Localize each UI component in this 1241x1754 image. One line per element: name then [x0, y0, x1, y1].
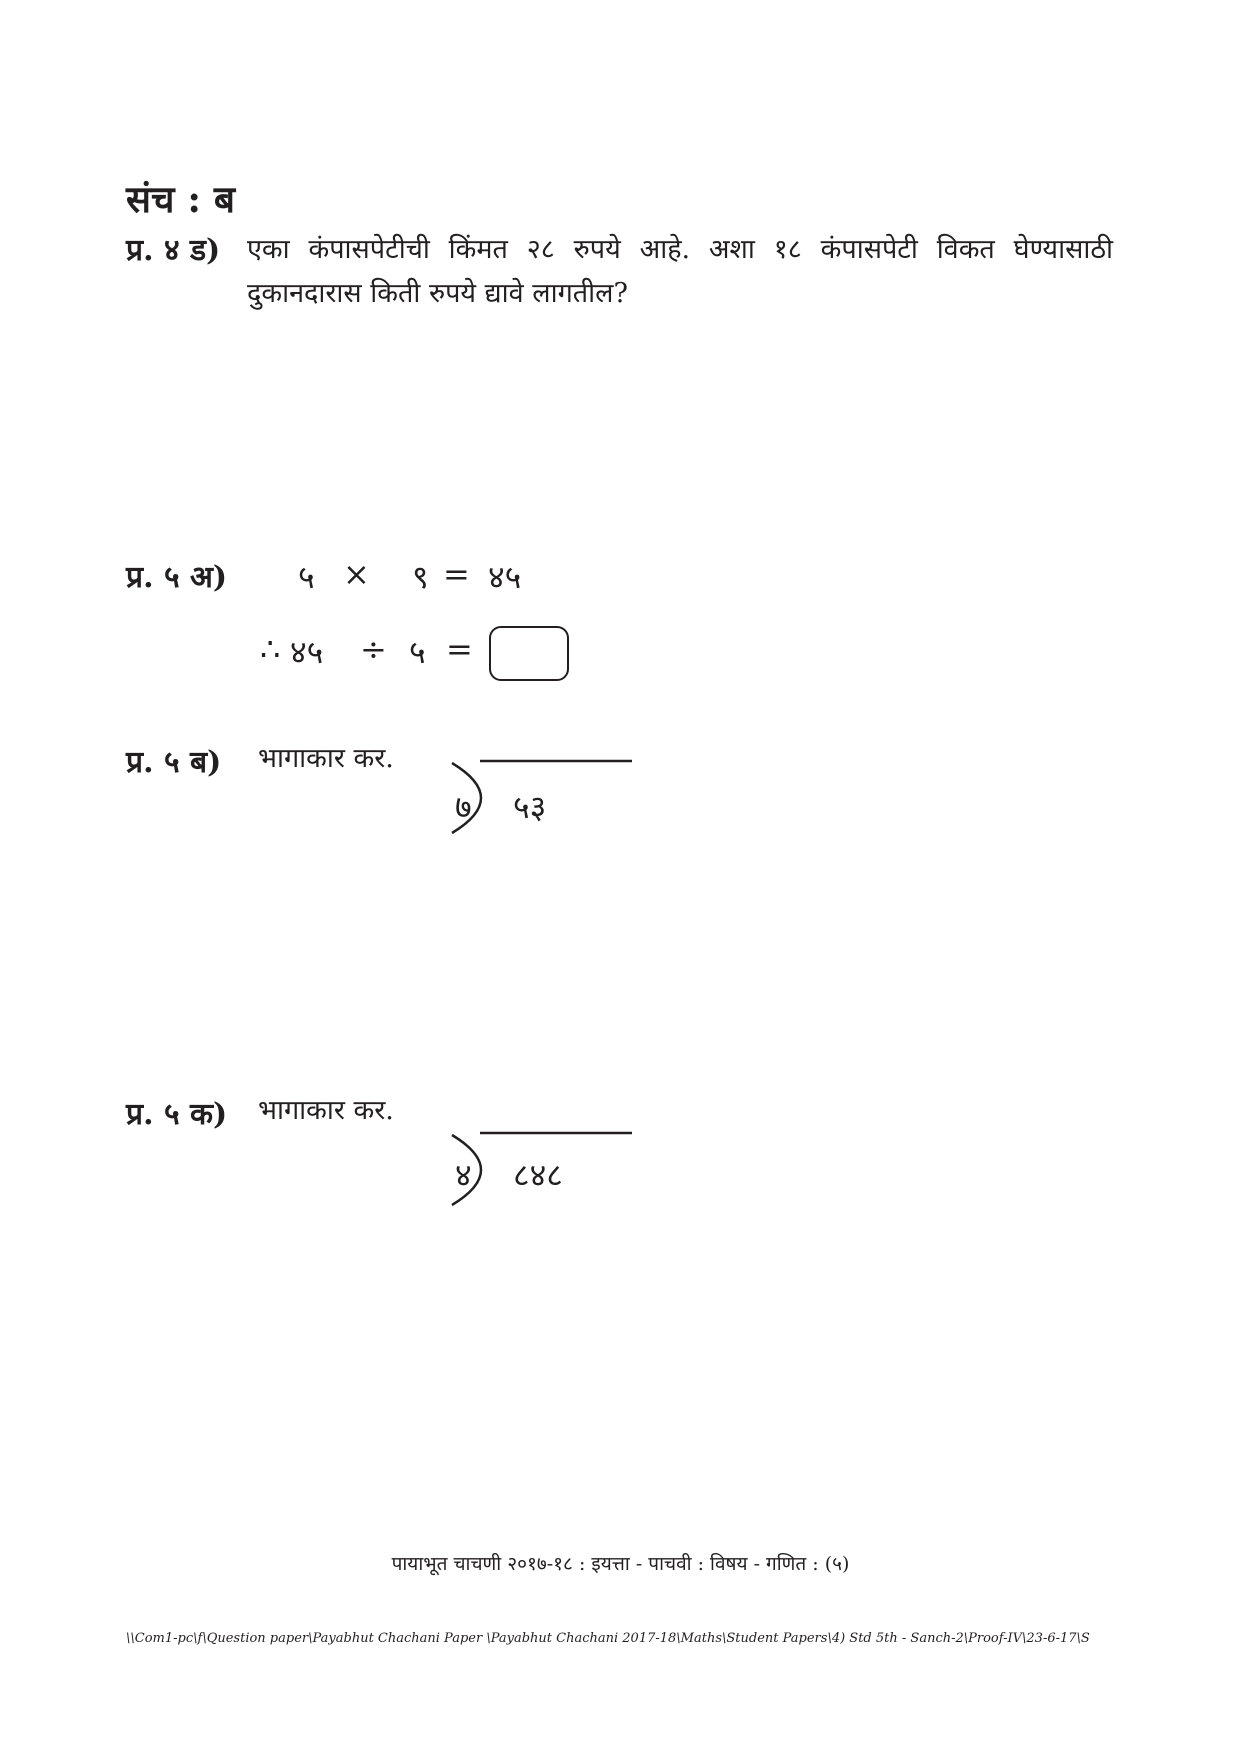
page-footer: पायाभूत चाचणी २०१७-१८ : इयत्ता - पाचवी : विषय - गणित : (५): [391, 1553, 850, 1575]
answer-box[interactable]: [489, 626, 569, 681]
multiply-sign: ×: [343, 555, 370, 593]
equals-sign: =: [443, 555, 470, 593]
file-path: \\Com1-pc\f\Question paper\Payabhut Chachani Paper \Payabhut Chachani 2017-18\Maths\Student Papers\4) Std 5th - Sanch-2\Proof-IV\23-6-17\S: [126, 1631, 1090, 1646]
q5a-row1-product: ४५: [488, 558, 522, 596]
q5c-divisor: ४: [455, 1156, 472, 1194]
question-5a-label: प्र. ५ अ): [126, 560, 228, 595]
q5c-dividend: ८४८: [513, 1156, 563, 1194]
q5a-row1-multiplier: ९: [412, 558, 429, 596]
set-title: संच : ब: [126, 177, 236, 221]
q5a-row2-divisor: ५: [409, 633, 426, 671]
question-4d-text-line2: दुकानदारास किती रुपये द्यावे लागतील?: [247, 278, 628, 309]
question-5c-instruction: भागाकार कर.: [258, 1095, 394, 1126]
question-5b-label: प्र. ५ ब): [126, 745, 222, 780]
q5b-divisor: ७: [455, 788, 472, 826]
equals-sign: =: [446, 630, 473, 668]
q5b-dividend: ५३: [513, 788, 547, 826]
question-5b-instruction: भागाकार कर.: [258, 743, 394, 774]
q5a-row2-dividend: ४५: [290, 633, 324, 671]
divide-sign: ÷: [360, 630, 387, 668]
therefore-symbol: ∴: [260, 630, 281, 668]
q5a-row1-multiplicand: ५: [298, 558, 315, 596]
question-5c-label: प्र. ५ क): [126, 1097, 228, 1132]
question-4d-text-line1: एका कंपासपेटीची किंमत २८ रुपये आहे. अशा १८ कंपासपेटी विकत घेण्यासाठी: [247, 234, 1113, 265]
question-4d-label: प्र. ४ ड): [126, 233, 221, 268]
